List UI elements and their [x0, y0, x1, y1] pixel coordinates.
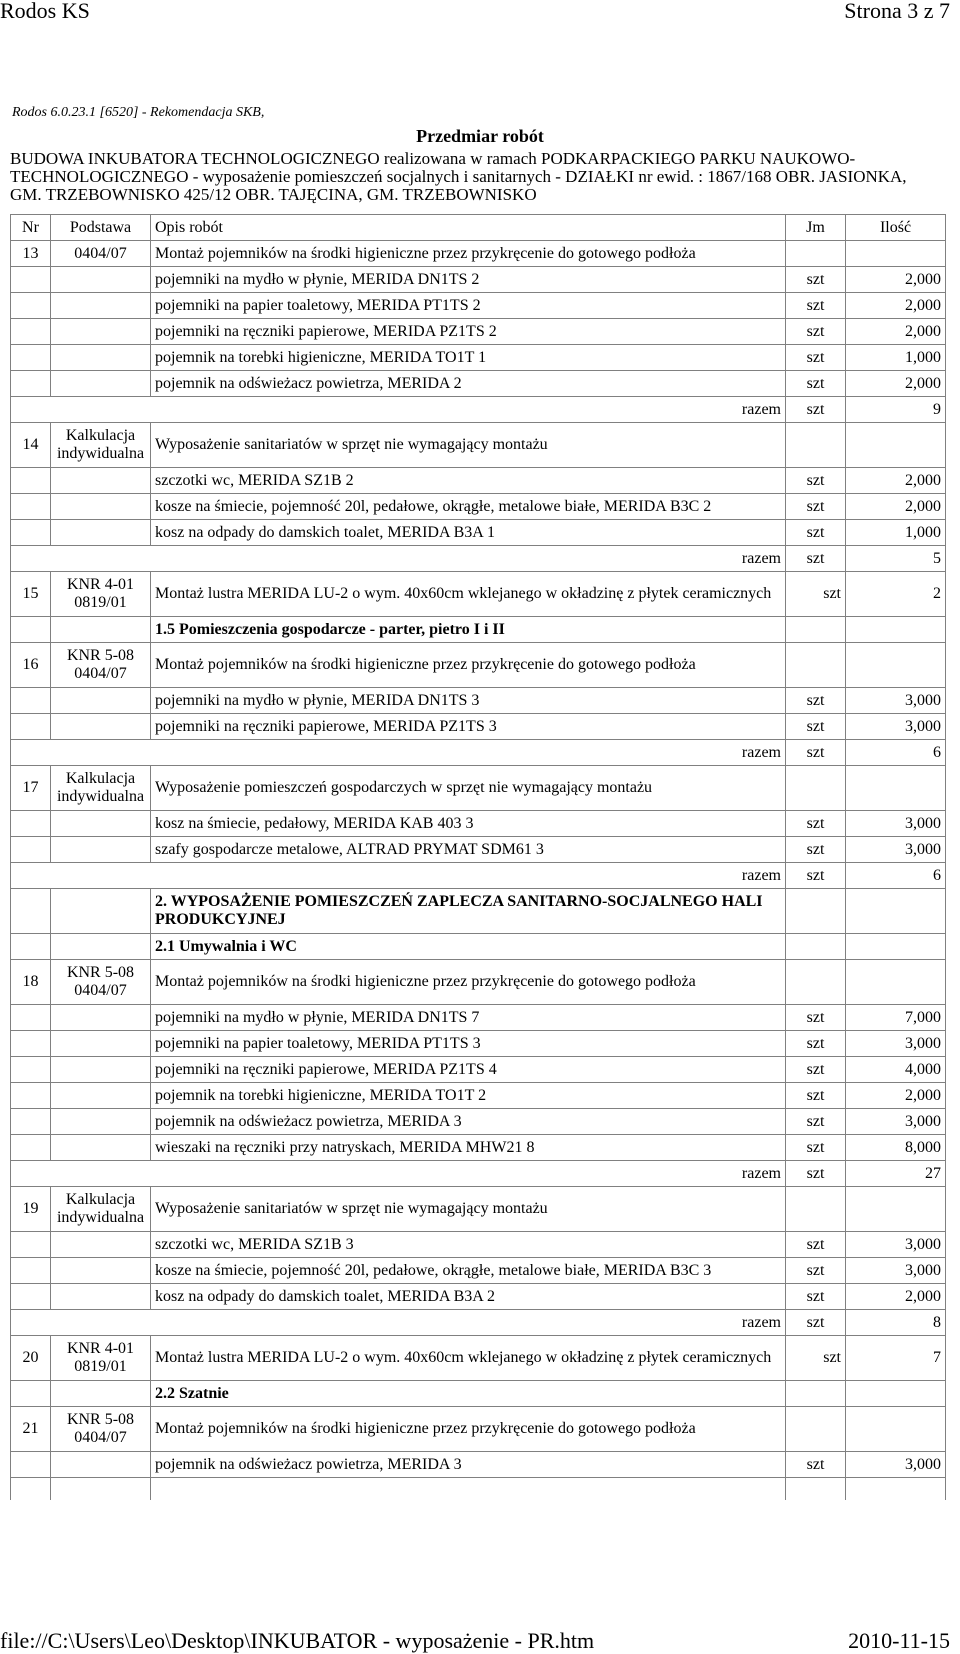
table-row-sum — [11, 1310, 946, 1336]
empty-cell — [11, 934, 51, 960]
unit: szt — [786, 1005, 846, 1031]
table-row-pos2 — [11, 643, 946, 688]
document-title: Przedmiar robót — [416, 126, 544, 146]
empty-cell — [11, 293, 51, 319]
empty-cell — [51, 267, 151, 293]
quantity — [846, 766, 946, 811]
table-row-heading — [11, 617, 946, 643]
empty-cell — [846, 934, 946, 960]
project-description: BUDOWA INKUBATORA TECHNOLOGICZNEGO realizowana w ramach PODKARPACKIEGO PARKU NAUKOWO-TECHNOLOGICZNEGO - wyposażenie pomieszczeń socjalnych i sanitarnych - DZIAŁKI nr ewid. : 1867/168 OBR. JASIONKA, GM. TRZEBOWNISKO 425/12 OBR. TAJĘCINA, GM. TRZEBOWNISKO — [10, 149, 907, 204]
position-number: 16 — [11, 643, 51, 688]
empty-cell — [846, 1478, 946, 1501]
empty-cell — [11, 1109, 51, 1135]
empty-cell — [786, 617, 846, 643]
page-counter: Strona 3 z 7 — [844, 0, 950, 23]
position-number: 21 — [11, 1407, 51, 1452]
item-description: szczotki wc, MERIDA SZ1B 3 — [151, 1232, 786, 1258]
basis-code: Kalkulacja indywidualna — [51, 423, 151, 468]
empty-cell — [11, 889, 51, 934]
table-row-item — [11, 371, 946, 397]
quantity: 3,000 — [846, 1452, 946, 1478]
empty-cell — [11, 617, 51, 643]
quantity: 8,000 — [846, 1135, 946, 1161]
sum-quantity: 8 — [846, 1310, 946, 1336]
empty-cell — [11, 1284, 51, 1310]
unit: szt — [786, 371, 846, 397]
table-row-item — [11, 267, 946, 293]
quantity: 4,000 — [846, 1057, 946, 1083]
quantity: 3,000 — [846, 1031, 946, 1057]
item-description: pojemnik na torebki higieniczne, MERIDA TO1T 1 — [151, 345, 786, 371]
sum-label: razem — [11, 546, 786, 572]
empty-cell — [11, 1031, 51, 1057]
position-number: 19 — [11, 1187, 51, 1232]
empty-cell — [51, 811, 151, 837]
table-row-item — [11, 1135, 946, 1161]
empty-cell — [51, 1478, 151, 1501]
empty-cell — [11, 520, 51, 546]
table-row-item — [11, 293, 946, 319]
work-description: Wyposażenie sanitariatów w sprzęt nie wymagający montażu — [151, 423, 786, 468]
quantity: 2,000 — [846, 1284, 946, 1310]
quantity: 2,000 — [846, 371, 946, 397]
col-header-podstawa: Podstawa — [51, 215, 151, 241]
item-description: kosz na odpady do damskich toalet, MERIDA B3A 1 — [151, 520, 786, 546]
basis-code: KNR 5-08 0404/07 — [51, 960, 151, 1005]
quantity: 2,000 — [846, 468, 946, 494]
empty-cell — [846, 889, 946, 934]
unit: szt — [786, 293, 846, 319]
unit: szt — [786, 1083, 846, 1109]
sum-label: razem — [11, 863, 786, 889]
empty-cell — [11, 371, 51, 397]
empty-cell — [51, 1232, 151, 1258]
section-heading: 2.2 Szatnie — [151, 1381, 786, 1407]
section-heading: 2.1 Umywalnia i WC — [151, 934, 786, 960]
unit: szt — [786, 520, 846, 546]
empty-cell — [11, 1135, 51, 1161]
position-number: 18 — [11, 960, 51, 1005]
empty-cell — [51, 1083, 151, 1109]
unit: szt — [786, 1232, 846, 1258]
unit: szt — [786, 1031, 846, 1057]
table-row-item — [11, 1284, 946, 1310]
item-description: kosz na odpady do damskich toalet, MERIDA B3A 2 — [151, 1284, 786, 1310]
quantity: 2,000 — [846, 1083, 946, 1109]
quantity: 3,000 — [846, 688, 946, 714]
unit: szt — [786, 1161, 846, 1187]
table-row-pos2 — [11, 1336, 946, 1381]
table-row-item — [11, 1057, 946, 1083]
sum-quantity: 5 — [846, 546, 946, 572]
work-description: Montaż pojemników na środki higieniczne przez przykręcenie do gotowego podłoża — [151, 1407, 786, 1452]
table-row-item — [11, 1083, 946, 1109]
table-row-sum — [11, 863, 946, 889]
table-row-item — [11, 345, 946, 371]
table-body — [11, 241, 946, 1501]
table-row-item — [11, 714, 946, 740]
empty-cell — [11, 267, 51, 293]
unit: szt — [786, 1452, 846, 1478]
quantity: 3,000 — [846, 714, 946, 740]
empty-cell — [11, 345, 51, 371]
software-version: Rodos 6.0.23.1 [6520] - Rekomendacja SKB, — [12, 105, 265, 120]
empty-cell — [846, 1381, 946, 1407]
empty-cell — [51, 468, 151, 494]
empty-cell — [51, 1284, 151, 1310]
unit — [786, 766, 846, 811]
work-description: Wyposażenie sanitariatów w sprzęt nie wymagający montażu — [151, 1187, 786, 1232]
unit: szt — [786, 811, 846, 837]
print-date: 2010-11-15 — [848, 1628, 950, 1653]
quantity: 1,000 — [846, 520, 946, 546]
quantity — [846, 241, 946, 267]
empty-cell — [51, 688, 151, 714]
item-description: pojemniki na ręczniki papierowe, MERIDA PZ1TS 4 — [151, 1057, 786, 1083]
empty-cell — [786, 1478, 846, 1501]
unit: szt — [786, 397, 846, 423]
basis-code: KNR 4-01 0819/01 — [51, 1336, 151, 1381]
quantity: 3,000 — [846, 1232, 946, 1258]
empty-cell — [51, 1057, 151, 1083]
empty-cell — [846, 617, 946, 643]
sum-quantity: 9 — [846, 397, 946, 423]
table-row-sum — [11, 740, 946, 766]
sum-quantity: 6 — [846, 863, 946, 889]
empty-cell — [786, 889, 846, 934]
empty-cell — [51, 293, 151, 319]
work-description: Montaż pojemników na środki higieniczne przez przykręcenie do gotowego podłoża — [151, 643, 786, 688]
quantity: 3,000 — [846, 811, 946, 837]
empty-cell — [786, 1381, 846, 1407]
table-row-item — [11, 468, 946, 494]
unit: szt — [786, 863, 846, 889]
empty-cell — [51, 1109, 151, 1135]
item-description: kosze na śmiecie, pojemność 20l, pedałowe, okrągłe, metalowe białe, MERIDA B3C 2 — [151, 494, 786, 520]
table-row-open — [11, 1478, 946, 1501]
quantity: 7 — [846, 1336, 946, 1381]
empty-cell — [11, 494, 51, 520]
item-description: pojemniki na ręczniki papierowe, MERIDA PZ1TS 3 — [151, 714, 786, 740]
unit: szt — [786, 345, 846, 371]
table-row-item — [11, 688, 946, 714]
item-description: kosz na śmiecie, pedałowy, MERIDA KAB 403 3 — [151, 811, 786, 837]
sum-label: razem — [11, 1310, 786, 1336]
unit: szt — [786, 837, 846, 863]
position-number: 13 — [11, 241, 51, 267]
table-row-item — [11, 811, 946, 837]
empty-cell — [11, 319, 51, 345]
sum-quantity: 27 — [846, 1161, 946, 1187]
item-description: szafy gospodarcze metalowe, ALTRAD PRYMAT SDM61 3 — [151, 837, 786, 863]
empty-cell — [51, 714, 151, 740]
empty-cell — [11, 1005, 51, 1031]
position-number: 20 — [11, 1336, 51, 1381]
work-description: Montaż pojemników na środki higieniczne przez przykręcenie do gotowego podłoża — [151, 960, 786, 1005]
unit: szt — [786, 546, 846, 572]
quantity: 3,000 — [846, 837, 946, 863]
empty-cell — [51, 1452, 151, 1478]
table-row-sum — [11, 397, 946, 423]
table-row-pos — [11, 241, 946, 267]
empty-cell — [51, 934, 151, 960]
item-description: pojemniki na papier toaletowy, MERIDA PT1TS 2 — [151, 293, 786, 319]
table-row-sum — [11, 546, 946, 572]
unit — [786, 423, 846, 468]
work-description: Montaż lustra MERIDA LU-2 o wym. 40x60cm wklejanego w okładzinę z płytek ceramicznych — [151, 572, 786, 617]
quantity: 2,000 — [846, 319, 946, 345]
quantity: 2,000 — [846, 293, 946, 319]
empty-cell — [11, 1057, 51, 1083]
table-row-heading2 — [11, 889, 946, 934]
empty-cell — [11, 1478, 51, 1501]
item-description: pojemniki na ręczniki papierowe, MERIDA PZ1TS 2 — [151, 319, 786, 345]
empty-cell — [11, 714, 51, 740]
unit — [786, 1407, 846, 1452]
position-number: 17 — [11, 766, 51, 811]
unit: szt — [786, 494, 846, 520]
unit: szt — [786, 1258, 846, 1284]
table-row-item — [11, 319, 946, 345]
table-row-pos2 — [11, 766, 946, 811]
empty-cell — [11, 1452, 51, 1478]
position-number: 15 — [11, 572, 51, 617]
empty-cell — [11, 1258, 51, 1284]
empty-cell — [51, 1135, 151, 1161]
table-row-pos2 — [11, 1407, 946, 1452]
quantity: 1,000 — [846, 345, 946, 371]
col-header-nr: Nr — [11, 215, 51, 241]
empty-cell — [151, 1478, 786, 1501]
empty-cell — [51, 1031, 151, 1057]
sum-quantity: 6 — [846, 740, 946, 766]
quantity — [846, 1187, 946, 1232]
app-title: Rodos KS — [0, 0, 90, 23]
unit: szt — [786, 1284, 846, 1310]
empty-cell — [11, 468, 51, 494]
item-description: pojemnik na torebki higieniczne, MERIDA TO1T 2 — [151, 1083, 786, 1109]
table-row-sum — [11, 1161, 946, 1187]
basis-code: KNR 5-08 0404/07 — [51, 1407, 151, 1452]
quantity — [846, 960, 946, 1005]
table-row-item — [11, 1452, 946, 1478]
table-row-item — [11, 1031, 946, 1057]
table-row-item — [11, 837, 946, 863]
unit: szt — [786, 267, 846, 293]
item-description: pojemniki na mydło w płynie, MERIDA DN1TS 2 — [151, 267, 786, 293]
table-row-item — [11, 1258, 946, 1284]
unit: szt — [786, 1057, 846, 1083]
bill-of-quantities-table — [10, 214, 946, 1500]
sum-label: razem — [11, 397, 786, 423]
unit — [786, 1187, 846, 1232]
unit: szt — [786, 1310, 846, 1336]
empty-cell — [51, 889, 151, 934]
quantity — [846, 423, 946, 468]
table-header-row — [11, 215, 946, 241]
item-description: pojemnik na odświeżacz powietrza, MERIDA 3 — [151, 1109, 786, 1135]
quantity: 3,000 — [846, 1109, 946, 1135]
empty-cell — [51, 1258, 151, 1284]
unit — [786, 960, 846, 1005]
section-heading: 1.5 Pomieszczenia gospodarcze - parter, pietro I i II — [151, 617, 786, 643]
table-row-heading — [11, 934, 946, 960]
basis-code: Kalkulacja indywidualna — [51, 766, 151, 811]
empty-cell — [51, 1381, 151, 1407]
empty-cell — [11, 837, 51, 863]
item-description: pojemnik na odświeżacz powietrza, MERIDA 2 — [151, 371, 786, 397]
unit: szt — [786, 1135, 846, 1161]
empty-cell — [51, 319, 151, 345]
table-row-pos2 — [11, 423, 946, 468]
col-header-ilosc: Ilość — [846, 215, 946, 241]
unit — [786, 241, 846, 267]
item-description: pojemniki na mydło w płynie, MERIDA DN1TS 3 — [151, 688, 786, 714]
unit: szt — [786, 319, 846, 345]
unit — [786, 643, 846, 688]
quantity: 3,000 — [846, 1258, 946, 1284]
basis-code: KNR 4-01 0819/01 — [51, 572, 151, 617]
work-description: Wyposażenie pomieszczeń gospodarczych w sprzęt nie wymagający montażu — [151, 766, 786, 811]
unit: szt — [786, 714, 846, 740]
empty-cell — [11, 1232, 51, 1258]
item-description: pojemnik na odświeżacz powietrza, MERIDA 3 — [151, 1452, 786, 1478]
file-path: file://C:\Users\Leo\Desktop\INKUBATOR - wyposażenie - PR.htm — [0, 1628, 595, 1653]
basis-code: Kalkulacja indywidualna — [51, 1187, 151, 1232]
table-row-item — [11, 494, 946, 520]
table-row-item — [11, 1005, 946, 1031]
item-description: szczotki wc, MERIDA SZ1B 2 — [151, 468, 786, 494]
empty-cell — [51, 494, 151, 520]
item-description: kosze na śmiecie, pojemność 20l, pedałowe, okrągłe, metalowe białe, MERIDA B3C 3 — [151, 1258, 786, 1284]
table-row-pos2 — [11, 960, 946, 1005]
quantity: 2,000 — [846, 494, 946, 520]
empty-cell — [51, 837, 151, 863]
empty-cell — [51, 1005, 151, 1031]
item-description: pojemniki na papier toaletowy, MERIDA PT1TS 3 — [151, 1031, 786, 1057]
quantity: 2,000 — [846, 267, 946, 293]
table-row-item — [11, 1232, 946, 1258]
col-header-opis: Opis robót — [151, 215, 786, 241]
sum-label: razem — [11, 740, 786, 766]
quantity — [846, 643, 946, 688]
item-description: wieszaki na ręczniki przy natryskach, MERIDA MHW21 8 — [151, 1135, 786, 1161]
work-description: Montaż pojemników na środki higieniczne przez przykręcenie do gotowego podłoża — [151, 241, 786, 267]
empty-cell — [11, 1083, 51, 1109]
unit: szt — [786, 1336, 846, 1381]
table-row-pos2 — [11, 1187, 946, 1232]
basis-code: 0404/07 — [51, 241, 151, 267]
empty-cell — [11, 688, 51, 714]
unit: szt — [786, 688, 846, 714]
basis-code: KNR 5-08 0404/07 — [51, 643, 151, 688]
empty-cell — [11, 811, 51, 837]
empty-cell — [51, 371, 151, 397]
unit: szt — [786, 572, 846, 617]
col-header-jm: Jm — [786, 215, 846, 241]
unit: szt — [786, 740, 846, 766]
item-description: pojemniki na mydło w płynie, MERIDA DN1TS 7 — [151, 1005, 786, 1031]
table-row-item — [11, 1109, 946, 1135]
empty-cell — [51, 520, 151, 546]
quantity — [846, 1407, 946, 1452]
quantity: 2 — [846, 572, 946, 617]
work-description: Montaż lustra MERIDA LU-2 o wym. 40x60cm wklejanego w okładzinę z płytek ceramicznych — [151, 1336, 786, 1381]
sum-label: razem — [11, 1161, 786, 1187]
unit: szt — [786, 1109, 846, 1135]
section-heading: 2. WYPOSAŻENIE POMIESZCZEŃ ZAPLECZA SANITARNO-SOCJALNEGO HALI PRODUKCYJNEJ — [151, 889, 786, 934]
table-row-item — [11, 520, 946, 546]
empty-cell — [786, 934, 846, 960]
table-row-heading — [11, 1381, 946, 1407]
empty-cell — [51, 617, 151, 643]
quantity: 7,000 — [846, 1005, 946, 1031]
empty-cell — [11, 1381, 51, 1407]
empty-cell — [51, 345, 151, 371]
table-row-pos2 — [11, 572, 946, 617]
position-number: 14 — [11, 423, 51, 468]
unit: szt — [786, 468, 846, 494]
